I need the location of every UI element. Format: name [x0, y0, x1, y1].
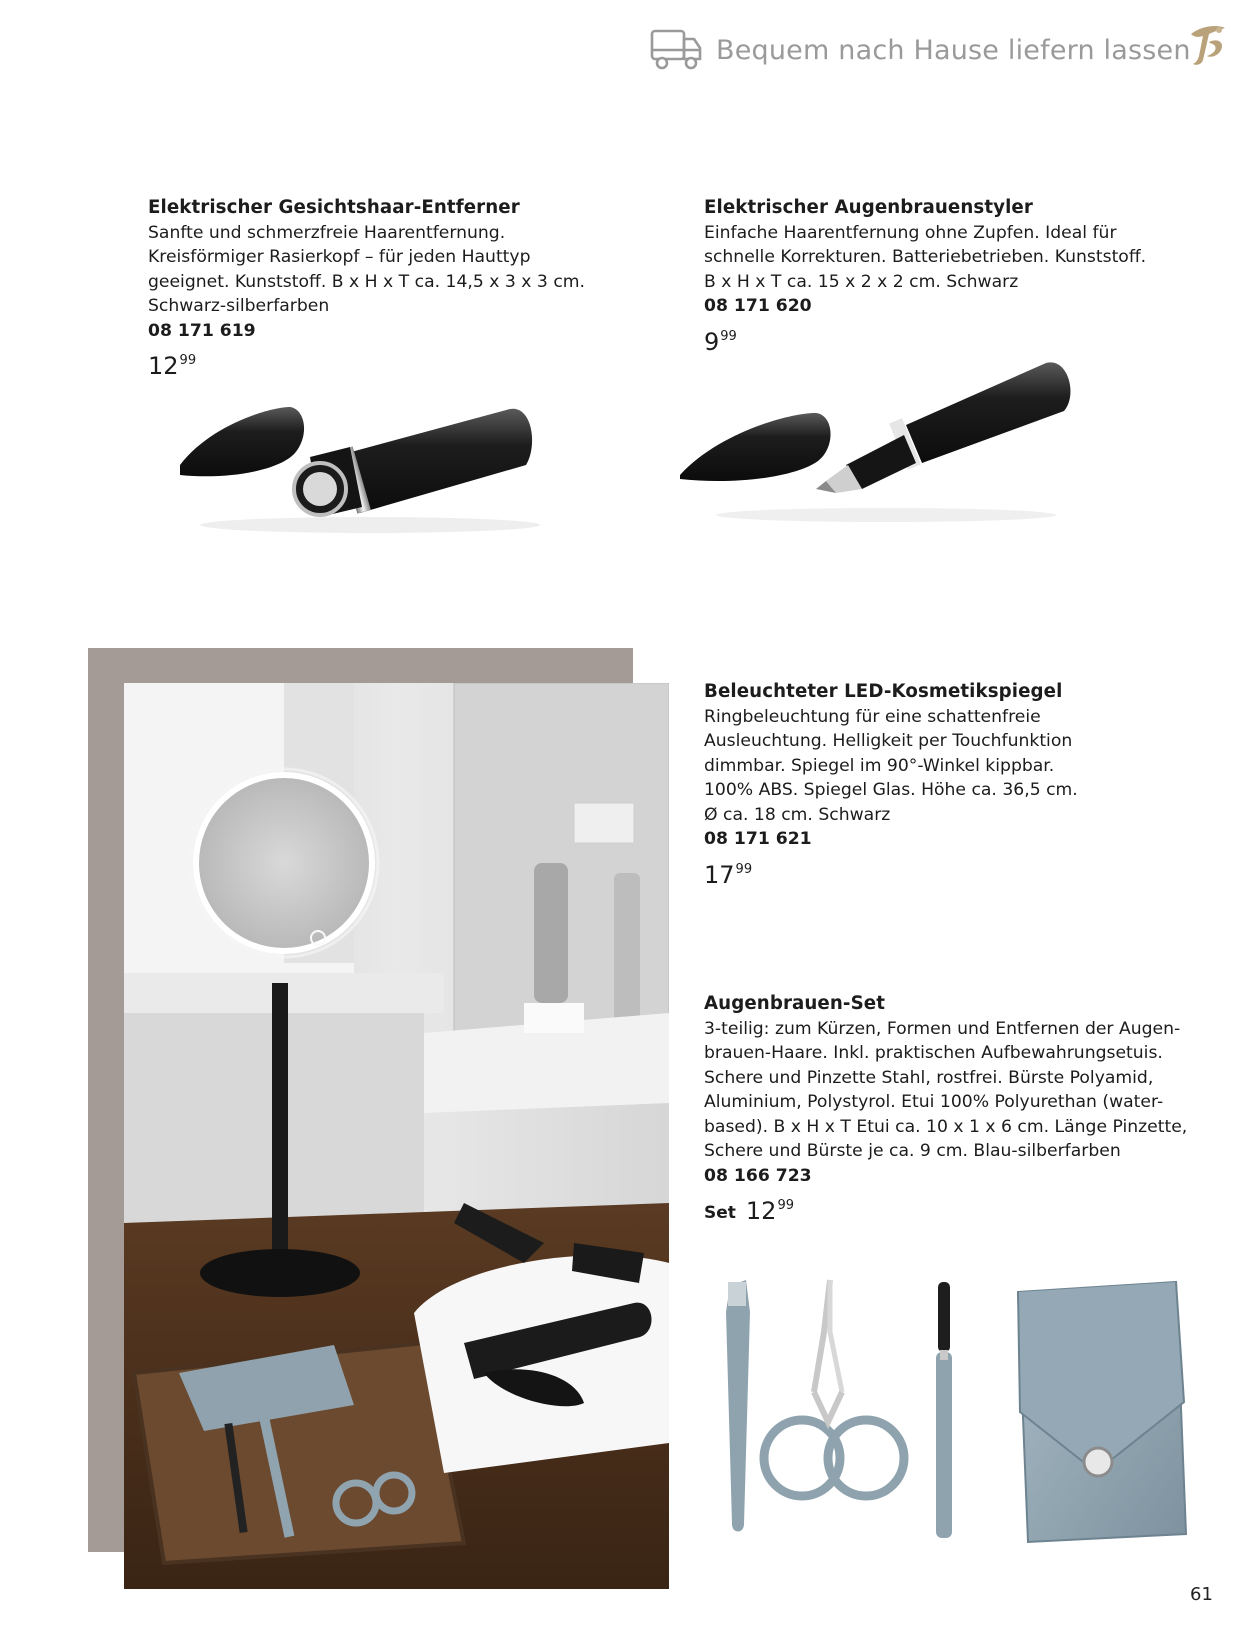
product-title: Augenbrauen-Set	[704, 993, 885, 1014]
price-prefix: Set	[704, 1203, 736, 1223]
product-description-line: schnelle Korrekturen. Batteriebetrieben. Kunststoff.	[704, 247, 1147, 267]
product-face-hair-remover	[148, 196, 618, 379]
eyebrow-styler-image	[676, 355, 1076, 525]
product-led-mirror	[704, 680, 1174, 887]
product-description-line: dimmbar. Spiegel im 90°-Winkel kippbar.	[704, 755, 1055, 776]
product-description-line: B x H x T ca. 15 x 2 x 2 cm. Schwarz	[704, 271, 1019, 292]
product-title: Elektrischer Augenbrauenstyler	[704, 197, 1033, 218]
page-number: 61	[1190, 1584, 1213, 1605]
delivery-banner	[650, 24, 1191, 76]
price-main: 9	[704, 327, 720, 356]
product-description-line: Ø ca. 18 cm. Schwarz	[704, 804, 891, 825]
price-main: 12	[148, 352, 179, 380]
price-cents: 99	[720, 328, 737, 344]
product-description-line: Kreisförmiger Rasierkopf – für jeden Hauttyp	[148, 247, 531, 267]
price-main: 17	[704, 860, 735, 889]
price-main: 12	[745, 1197, 777, 1225]
product-description-line: Aluminium, Polystyrol. Etui 100% Polyurethan (water-	[704, 1092, 1164, 1112]
product-description-line: brauen-Haare. Inkl. praktischen Aufbewahrungsetuis.	[704, 1043, 1163, 1063]
product-description-line: 100% ABS. Spiegel Glas. Höhe ca. 36,5 cm.	[704, 780, 1078, 800]
tchibo-logo-icon	[1183, 20, 1229, 70]
product-sku: 08 171 621	[704, 829, 812, 849]
product-description-line: Ausleuchtung. Helligkeit per Touchfunktion	[704, 731, 1073, 751]
delivery-truck-icon	[650, 28, 702, 72]
product-description-line: Einfache Haarentfernung ohne Zupfen. Ideal für	[704, 222, 1117, 243]
product-price	[704, 325, 1174, 355]
product-sku: 08 171 619	[148, 320, 256, 341]
product-description-line: 3-teilig: zum Kürzen, Formen und Entfernen der Augen-	[704, 1018, 1181, 1039]
price-cents: 99	[735, 861, 753, 877]
price-cents: 99	[777, 1198, 794, 1213]
product-price	[704, 1194, 1224, 1226]
product-price	[148, 349, 618, 379]
product-price	[704, 858, 1174, 888]
product-eyebrow-set	[704, 992, 1224, 1226]
product-sku: 08 171 620	[704, 296, 812, 316]
price-cents: 99	[179, 353, 197, 368]
delivery-text: Bequem nach Hause liefern lassen	[716, 34, 1191, 66]
product-description-line: based). B x H x T Etui ca. 10 x 1 x 6 cm. Länge Pinzette,	[704, 1116, 1188, 1137]
product-description-line: Ringbeleuchtung für eine schattenfreie	[704, 706, 1041, 727]
product-description-line: Schwarz-silberfarben	[148, 296, 330, 316]
product-description-line: geeignet. Kunststoff. B x H x T ca. 14,5 x 3 x 3 cm.	[148, 271, 585, 292]
product-title: Beleuchteter LED-Kosmetikspiegel	[704, 681, 1063, 702]
product-sku: 08 166 723	[704, 1165, 812, 1186]
product-eyebrow-styler	[704, 196, 1174, 354]
bathroom-scene-image	[124, 683, 669, 1589]
lifestyle-photo	[124, 683, 669, 1589]
product-description-line: Schere und Pinzette Stahl, rostfrei. Bürste Polyamid,	[704, 1067, 1154, 1088]
product-description-line: Schere und Bürste je ca. 9 cm. Blau-silberfarben	[704, 1141, 1121, 1161]
eyebrow-set-image	[716, 1272, 1196, 1562]
face-hair-remover-image	[170, 395, 550, 535]
product-title: Elektrischer Gesichtshaar-Entferner	[148, 197, 520, 218]
product-description-line: Sanfte und schmerzfreie Haarentfernung.	[148, 222, 506, 243]
